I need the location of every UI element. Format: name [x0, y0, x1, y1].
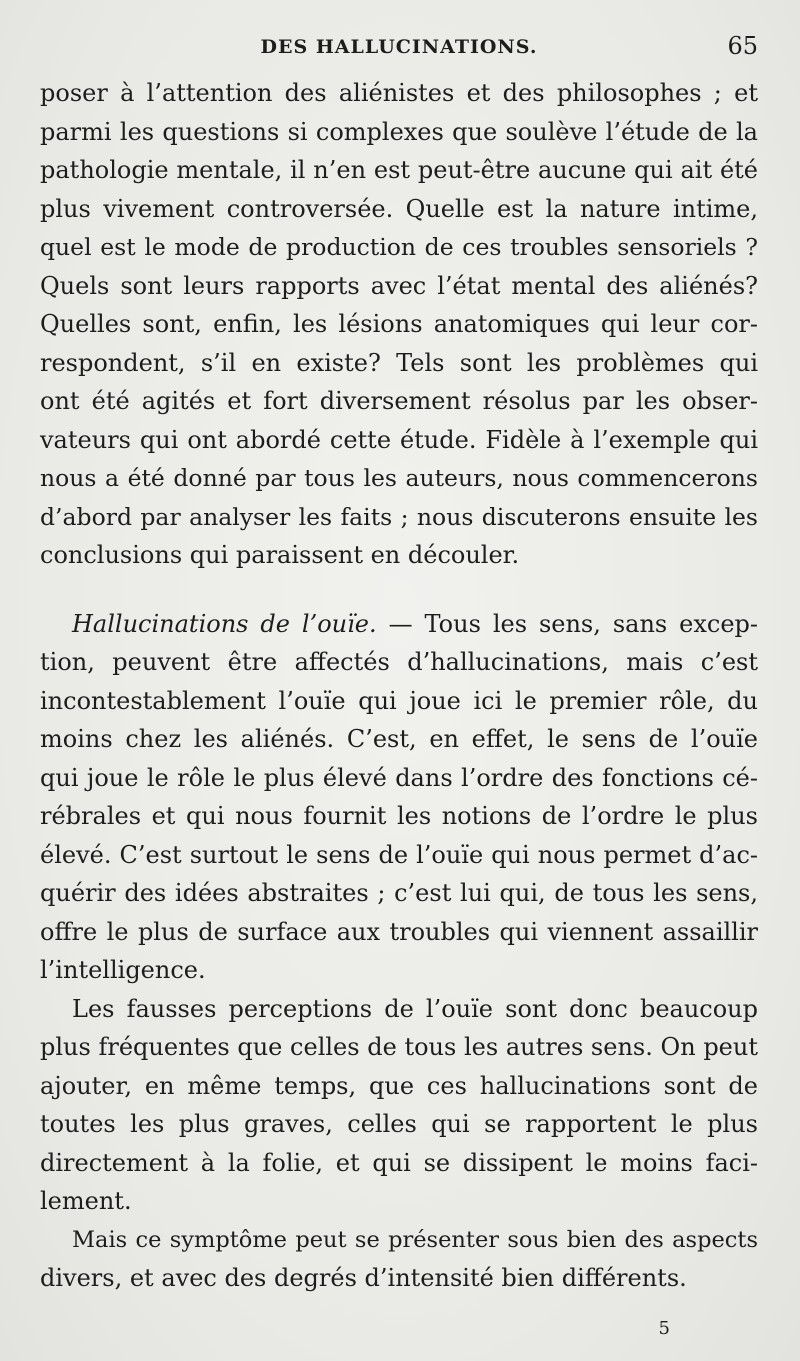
text-line: lement. [40, 1187, 132, 1215]
paragraph-1 [40, 74, 758, 575]
signature-mark: 5 [658, 1318, 670, 1339]
text-line: rébrales et qui nous fournit les notions de l’ordre le plus [40, 802, 758, 830]
text-line: ajouter, en même temps, que ces hallucinations sont de [40, 1071, 758, 1100]
text-line: directement à la folie, et qui se dissipent le moins faci- [40, 1148, 758, 1177]
text-line: ont été agités et fort diversement résolus par les obser- [40, 387, 758, 415]
text-line: Les fausses perceptions de l’ouïe sont donc beaucoup [72, 994, 758, 1023]
text-line: qui joue le rôle le plus élevé dans l’ordre des fonctions cé- [40, 763, 758, 792]
text-line: moins chez les aliénés. C’est, en effet, le sens de l’ouïe [40, 725, 758, 753]
text-line: incontestablement l’ouïe qui joue ici le premier rôle, du [40, 686, 758, 715]
running-head: DES HALLUCINATIONS. [260, 36, 538, 58]
text-line: Quelles sont, enfin, les lésions anatomiques qui leur cor- [40, 310, 758, 338]
text-line: d’abord par analyser les faits ; nous discuterons ensuite les [40, 502, 758, 531]
text-line: offre le plus de surface aux troubles qui viennent assaillir [40, 917, 758, 946]
text-line: élevé. C’est surtout le sens de l’ouïe qui nous permet d’ac- [40, 840, 758, 869]
text-line: plus fréquentes que celles de tous les autres sens. On peut [40, 1033, 758, 1061]
body-text [40, 74, 758, 1298]
page-number: 65 [727, 32, 758, 60]
text-line: conclusions qui paraissent en découler. [40, 541, 520, 569]
page-header [40, 32, 758, 66]
text-line: poser à l’attention des aliénistes et des philosophes ; et [40, 79, 758, 107]
text-line: parmi les questions si complexes que soulève l’étude de la [40, 117, 758, 146]
section-heading: Hallucinations de l’ouïe. [72, 609, 377, 638]
text-line: divers, et avec des degrés d’intensité bien différents. [40, 1264, 687, 1292]
text-line: nous a été donné par tous les auteurs, nous commencerons [40, 464, 758, 492]
text-line: Mais ce symptôme peut se présenter sous bien des aspects [72, 1226, 758, 1253]
text-line: pathologie mentale, il n’en est peut-être aucune qui ait été [40, 156, 758, 184]
text-line: quel est le mode de production de ces troubles sensoriels ? [40, 233, 758, 261]
paragraph-2 [40, 605, 758, 990]
text-line: tion, peuvent être affectés d’hallucinations, mais c’est [40, 648, 758, 676]
lead-line-rest: — Tous les sens, sans excep- [376, 609, 759, 638]
paragraph-3 [40, 990, 758, 1221]
text-line: toutes les plus graves, celles qui se rapportent le plus [40, 1110, 758, 1138]
text-line: Quels sont leurs rapports avec l’état mental des aliénés? [40, 271, 758, 300]
paragraph-gap [40, 575, 758, 605]
section-lead-line [40, 605, 758, 644]
text-line: l’intelligence. [40, 956, 206, 984]
text-line: vateurs qui ont abordé cette étude. Fidèle à l’exemple qui [40, 425, 758, 454]
text-line: respondent, s’il en existe? Tels sont les problèmes qui [40, 348, 758, 377]
paragraph-4 [40, 1221, 758, 1298]
text-line: quérir des idées abstraites ; c’est lui qui, de tous les sens, [40, 879, 758, 907]
text-line: plus vivement controversée. Quelle est la nature intime, [40, 194, 758, 223]
